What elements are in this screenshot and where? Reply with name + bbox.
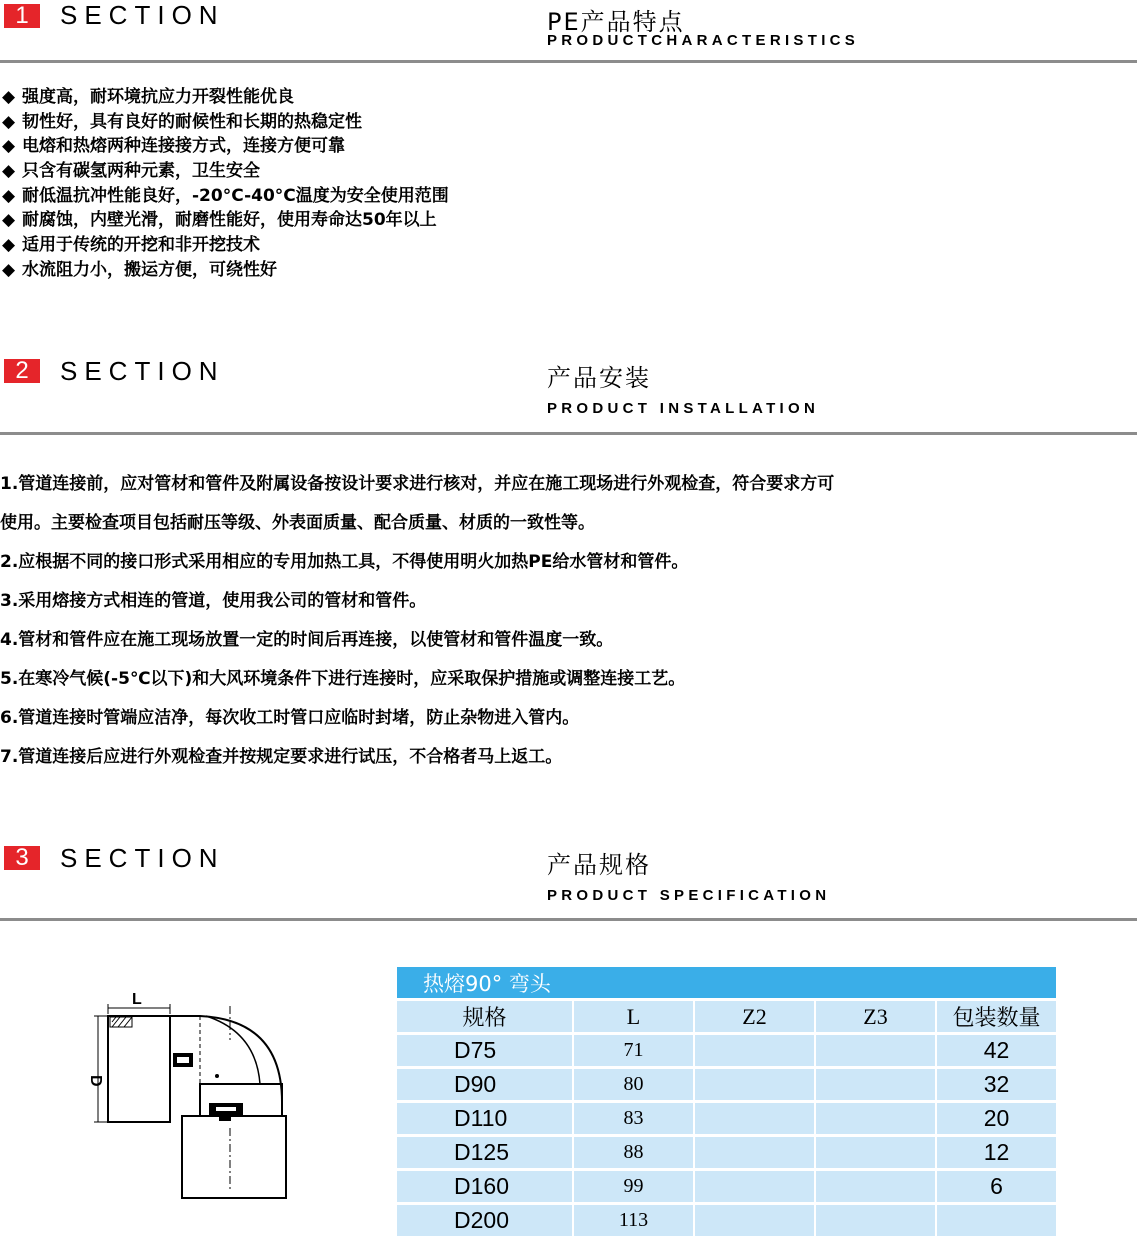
- section-2-divider: [0, 432, 1137, 435]
- feature-item: ◆ 耐低温抗冲性能良好，-20°C-40°C温度为安全使用范围: [2, 184, 449, 209]
- col-header-size: 规格: [397, 1001, 574, 1035]
- section-3-label: SECTION: [60, 843, 225, 873]
- table-row: [397, 1035, 1056, 1069]
- cell-qty: 42: [937, 1035, 1056, 1069]
- diamond-bullet-icon: ◆: [2, 235, 16, 256]
- spec-table: [397, 967, 1056, 1239]
- table-row: [397, 1137, 1056, 1171]
- feature-item: ◆ 韧性好，具有良好的耐候性和长期的热稳定性: [2, 110, 449, 135]
- cell-size: D75: [397, 1035, 574, 1069]
- section-3-title-cn: 产品规格: [547, 851, 651, 879]
- cell-size: D160: [397, 1171, 574, 1205]
- cell-qty: 6: [937, 1171, 1056, 1205]
- col-header-z3: Z3: [816, 1001, 937, 1035]
- elbow-90-drawing: [60, 980, 300, 1210]
- installation-item: 2.应根据不同的接口形式采用相应的专用加热工具，不得使用明火加热PE给水管材和管件。: [0, 552, 689, 572]
- section-1-divider: [0, 60, 1137, 63]
- drawing-label-l: L: [132, 991, 142, 1008]
- section-3-title-en: PRODUCT SPECIFICATION: [547, 887, 831, 904]
- spec-table-title-row: [397, 967, 1056, 1001]
- cell-qty: 12: [937, 1137, 1056, 1171]
- cell-size: D110: [397, 1103, 574, 1137]
- diamond-bullet-icon: ◆: [2, 185, 16, 206]
- drawing-label-d: D: [87, 1075, 104, 1087]
- section-3-number: 3: [4, 846, 40, 870]
- cell-l: 113: [574, 1205, 695, 1239]
- cell-z2: [695, 1035, 816, 1069]
- cell-qty: 32: [937, 1069, 1056, 1103]
- cell-z3: [816, 1103, 937, 1137]
- cell-z3: [816, 1171, 937, 1205]
- cell-z2: [695, 1069, 816, 1103]
- cell-z3: [816, 1137, 937, 1171]
- installation-list: [0, 466, 1137, 778]
- feature-item: ◆ 只含有碳氢两种元素，卫生安全: [2, 159, 449, 184]
- cell-l: 83: [574, 1103, 695, 1137]
- installation-item: 1.管道连接前，应对管材和管件及附属设备按设计要求进行核对，并应在施工现场进行外观检查，符合要求方可: [0, 474, 835, 494]
- spec-table-title: 热熔90° 弯头: [397, 967, 1056, 1001]
- installation-item: 6.管道连接时管端应洁净，每次收工时管口应临时封堵，防止杂物进入管内。: [0, 708, 580, 728]
- cell-size: D90: [397, 1069, 574, 1103]
- cell-z3: [816, 1035, 937, 1069]
- diamond-bullet-icon: ◆: [2, 161, 16, 182]
- section-2-title-cn: 产品安装: [547, 364, 651, 392]
- section-1-number: 1: [4, 4, 40, 28]
- diamond-bullet-icon: ◆: [2, 259, 16, 280]
- installation-item: 7.管道连接后应进行外观检查并按规定要求进行试压，不合格者马上返工。: [0, 747, 563, 767]
- diamond-bullet-icon: ◆: [2, 136, 16, 157]
- section-3-divider: [0, 918, 1137, 921]
- section-1-title-cn: PE产品特点: [547, 8, 685, 36]
- feature-item: ◆ 电熔和热熔两种连接接方式，连接方便可靠: [2, 134, 449, 159]
- cell-l: 99: [574, 1171, 695, 1205]
- diamond-bullet-icon: ◆: [2, 111, 16, 132]
- col-header-l: L: [574, 1001, 695, 1035]
- table-row: [397, 1069, 1056, 1103]
- feature-item: ◆ 水流阻力小，搬运方便，可绕性好: [2, 258, 449, 283]
- cell-l: 88: [574, 1137, 695, 1171]
- cell-z2: [695, 1205, 816, 1239]
- table-row: [397, 1205, 1056, 1239]
- feature-list: [2, 85, 449, 283]
- cell-l: 80: [574, 1069, 695, 1103]
- spec-table-header-row: [397, 1001, 1056, 1035]
- cell-l: 71: [574, 1035, 695, 1069]
- table-row: [397, 1103, 1056, 1137]
- section-1-title-en: PRODUCTCHARACTERISTICS: [547, 32, 860, 49]
- col-header-z2: Z2: [695, 1001, 816, 1035]
- cell-z2: [695, 1137, 816, 1171]
- diamond-bullet-icon: ◆: [2, 87, 16, 107]
- feature-item: ◆ 适用于传统的开挖和非开挖技术: [2, 233, 449, 258]
- section-2-title-en: PRODUCT INSTALLATION: [547, 400, 820, 417]
- drawing-socket-body: [108, 1016, 170, 1122]
- cell-qty: 20: [937, 1103, 1056, 1137]
- cell-size: D200: [397, 1205, 574, 1239]
- cell-size: D125: [397, 1137, 574, 1171]
- col-header-qty: 包装数量: [937, 1001, 1056, 1035]
- cell-qty: [937, 1205, 1056, 1239]
- cell-z2: [695, 1103, 816, 1137]
- section-2-number: 2: [4, 359, 40, 383]
- diamond-bullet-icon: ◆: [2, 210, 16, 231]
- installation-item: 5.在寒冷气候(-5℃以下)和大风环境条件下进行连接时，应采取保护措施或调整连接工艺。: [0, 669, 686, 689]
- cell-z3: [816, 1069, 937, 1103]
- section-2-label: SECTION: [60, 356, 225, 386]
- installation-item: 4.管材和管件应在施工现场放置一定的时间后再连接，以使管材和管件温度一致。: [0, 630, 614, 650]
- feature-item: ◆ 耐腐蚀，内壁光滑，耐磨性能好，使用寿命达50年以上: [2, 208, 449, 233]
- table-row: [397, 1171, 1056, 1205]
- installation-item: 3.采用熔接方式相连的管道，使用我公司的管材和管件。: [0, 591, 427, 611]
- section-1-label: SECTION: [60, 0, 225, 30]
- feature-item: ◆ 强度高，耐环境抗应力开裂性能优良: [2, 85, 449, 110]
- cell-z3: [816, 1205, 937, 1239]
- cell-z2: [695, 1171, 816, 1205]
- installation-item: 使用。主要检查项目包括耐压等级、外表面质量、配合质量、材质的一致性等。: [0, 513, 595, 533]
